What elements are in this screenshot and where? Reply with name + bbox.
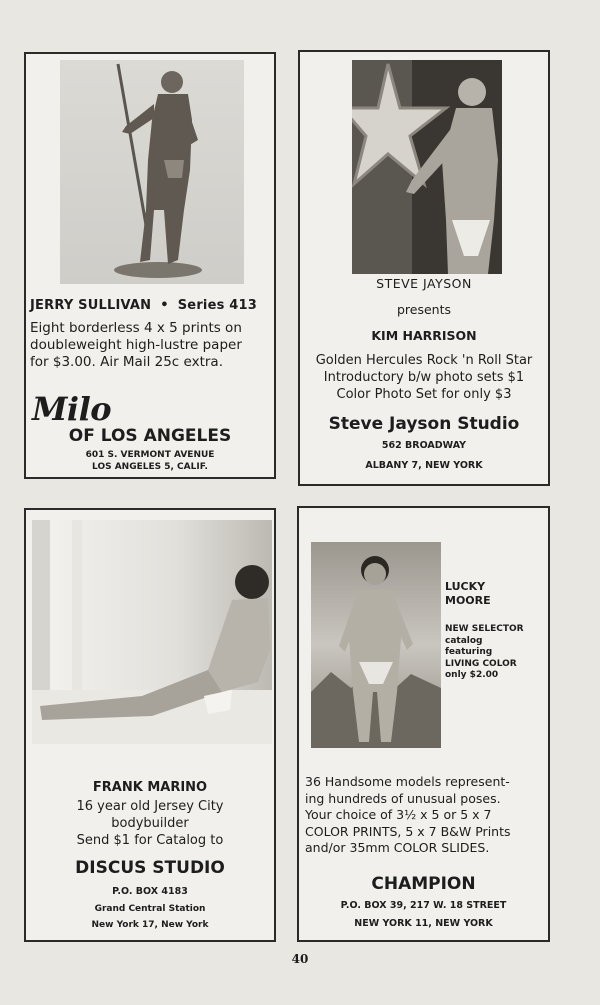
description-line: 36 Handsome models represent- xyxy=(305,774,510,789)
photo-jerry-sullivan xyxy=(60,60,244,284)
description-line: Send $1 for Catalog to xyxy=(76,833,224,848)
ad-description xyxy=(30,320,242,371)
model-name-line: LUCKY xyxy=(445,580,486,593)
address-line: LOS ANGELES 5, CALIF. xyxy=(92,462,208,472)
description-line: Color Photo Set for only $3 xyxy=(336,387,512,402)
catalog-line: NEW SELECTOR xyxy=(445,624,524,634)
description-line: 16 year old Jersey City xyxy=(76,799,224,814)
description-line: for $3.00. Air Mail 25c extra. xyxy=(30,354,223,370)
model-name xyxy=(445,580,491,608)
description-line: doubleweight high-lustre paper xyxy=(30,337,242,353)
studio-credit: STEVE JAYSON xyxy=(376,276,472,291)
ad-frank-marino xyxy=(24,508,276,942)
catalog-line: LIVING COLOR xyxy=(445,658,517,669)
address-line: New York 17, New York xyxy=(91,920,209,930)
description-line: ing hundreds of unusual poses. xyxy=(305,790,501,806)
ad-kim-harrison xyxy=(298,50,550,486)
ad-description xyxy=(26,798,274,849)
ad-jerry-sullivan xyxy=(24,52,276,479)
address-line: 601 S. VERMONT AVENUE xyxy=(85,450,215,460)
presents-label: presents xyxy=(396,302,452,317)
address-line: 562 BROADWAY xyxy=(381,440,467,451)
studio-name: DISCUS STUDIO xyxy=(75,858,225,878)
photo-frank-marino xyxy=(32,520,272,744)
page-number: 40 xyxy=(291,952,309,966)
catalog-line: only $2.00 xyxy=(445,670,499,680)
description-line: COLOR PRINTS, 5 x 7 B&W Prints xyxy=(305,823,511,839)
photo-lucky-moore xyxy=(311,542,441,748)
model-name: FRANK MARINO xyxy=(92,780,208,795)
ad-description xyxy=(300,352,548,403)
description-line: Your choice of 3½ x 5 or 5 x 7 xyxy=(305,807,492,822)
model-name-line: MOORE xyxy=(445,594,491,607)
address-line: P.O. BOX 4183 xyxy=(112,886,188,897)
photo-kim-harrison xyxy=(352,60,502,274)
model-name: KIM HARRISON xyxy=(371,328,477,343)
description-line: Golden Hercules Rock 'n Roll Star xyxy=(315,353,533,368)
model-name: JERRY SULLIVAN xyxy=(30,298,152,313)
studio-name: CHAMPION xyxy=(371,874,476,894)
description-line: and/or 35mm COLOR SLIDES. xyxy=(305,840,490,855)
address-line: ALBANY 7, NEW YORK xyxy=(365,460,483,471)
ad-description xyxy=(305,774,511,857)
catalog-line: catalog xyxy=(445,635,483,646)
description-line: bodybuilder xyxy=(111,816,189,831)
brand-logo: Milo xyxy=(32,390,112,428)
company-name: OF LOS ANGELES xyxy=(68,426,232,446)
bullet-separator: • xyxy=(160,298,169,313)
address-line: Grand Central Station xyxy=(94,904,206,914)
address-line: P.O. BOX 39, 217 W. 18 STREET xyxy=(340,900,507,911)
ad-lucky-moore xyxy=(297,506,550,942)
catalog-line: featuring xyxy=(445,647,493,657)
ad-header xyxy=(30,298,257,313)
catalog-offer xyxy=(445,624,524,682)
description-line: Eight borderless 4 x 5 prints on xyxy=(30,320,242,336)
description-line: Introductory b/w photo sets $1 xyxy=(323,370,525,385)
series-label: Series 413 xyxy=(177,298,257,313)
address-line: NEW YORK 11, NEW YORK xyxy=(354,918,493,929)
studio-name: Steve Jayson Studio xyxy=(328,414,520,434)
